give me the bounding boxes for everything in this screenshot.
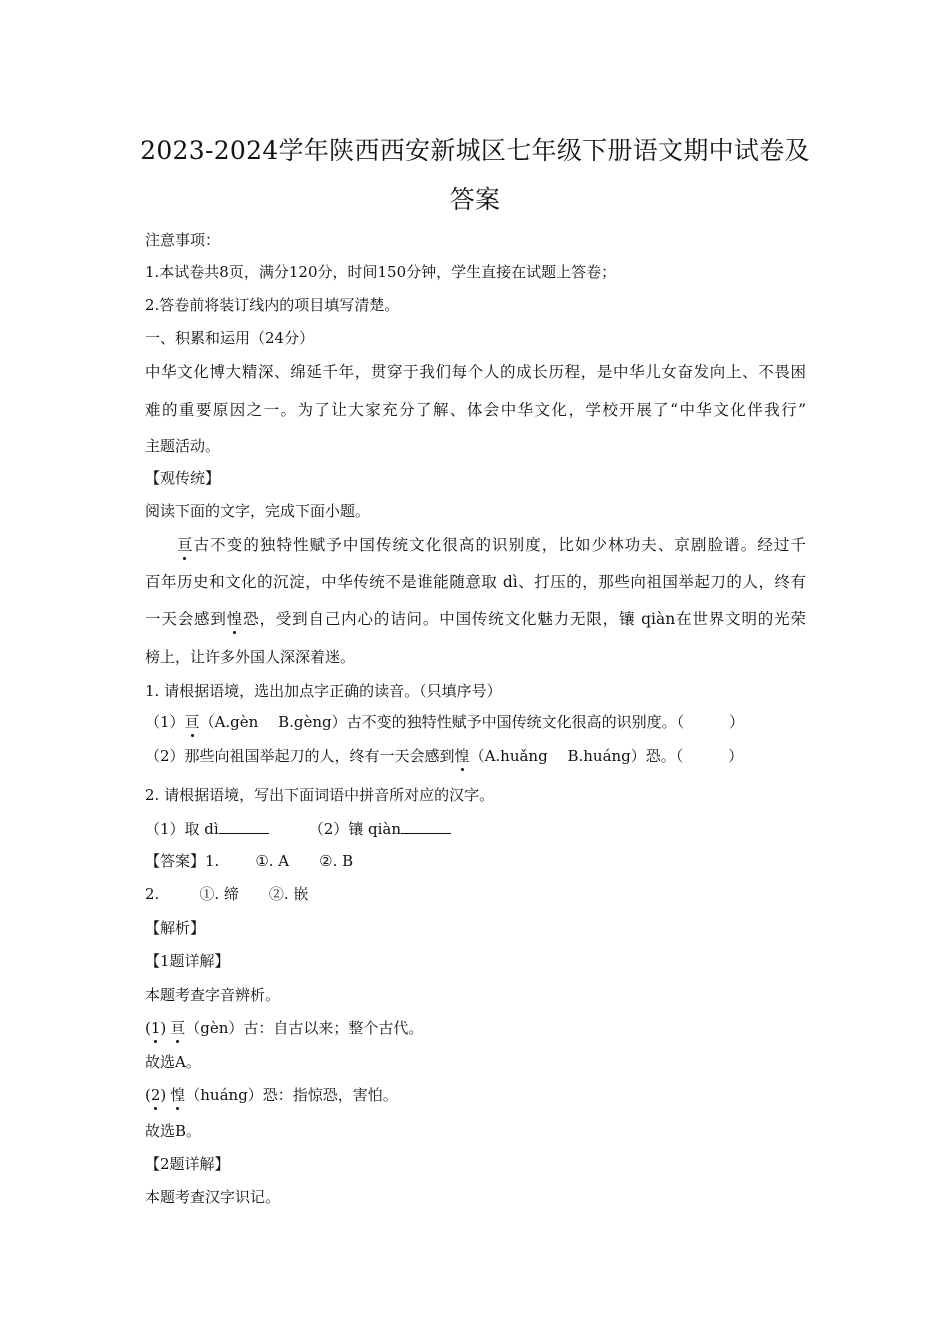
passage-line-1: 亘古不变的独特性赋予中国传统文化很高的识别度，比如少林功夫、京剧脸谱。经过千 [177, 536, 806, 554]
answer-row-1: 【答案】1. ①. A ②. B [145, 852, 354, 870]
section-intro-line-1: 中华文化博大精深、绵延千年，贯穿于我们每个人的成长历程，是中华儿女奋发向上、不畏困 [145, 363, 806, 381]
reading-instruction: 阅读下面的文字，完成下面小题。 [145, 502, 371, 520]
detail-2-choice: 故选B。 [145, 1122, 202, 1140]
passage-line-3: 一天会感到惶恐，受到自己内心的诘问。中国传统文化魅力无限，镶 qiàn在世界文明的光荣 [145, 610, 806, 628]
detail-1-explanation: (1) 亘（gèn）古：自古以来；整个古代。 [145, 1019, 424, 1037]
question-1-part-1: （1）亘（A.gèn B.gèng）古不变的独特性赋予中国传统文化很高的识别度。（ ） [145, 713, 745, 731]
notice-item-1: 1.本试卷共8页，满分120分，时间150分钟，学生直接在试题上答卷； [145, 263, 617, 281]
analysis-heading: 【解析】 [145, 919, 206, 937]
notice-heading: 注意事项： [145, 231, 221, 249]
detail-1-choice: 故选A。 [145, 1053, 201, 1071]
detail-2-explanation: (2) 惶（huáng）恐：指惊恐，害怕。 [145, 1086, 398, 1104]
question-1-stem: 1. 请根据语境，选出加点字正确的读音。（只填序号） [145, 682, 502, 700]
emphasis-char: 惶 [454, 747, 470, 765]
question-2-parts: （1）取 dì （2）镶 qiàn [145, 818, 451, 839]
passage-line-2: 百年历史和文化的沉淀，中华传统不是谁能随意取 dì、打压的，那些向祖国举起刀的人，终有 [145, 573, 806, 591]
document-title-line2: 答案 [449, 185, 501, 214]
section-tag: 【观传统】 [145, 469, 221, 487]
emphasis-char: 亘 [170, 1019, 186, 1037]
document-title-line1: 2023-2024学年陕西西安新城区七年级下册语文期中试卷及 [140, 136, 810, 165]
section-intro-line-2: 难的重要原因之一。为了让大家充分了解、体会中华文化，学校开展了“中华文化伴我行” [145, 401, 806, 419]
detail-2-heading: 【2题详解】 [145, 1155, 230, 1173]
section-intro-line-3: 主题活动。 [145, 437, 221, 455]
question-1-part-2: （2）那些向祖国举起刀的人，终有一天会感到惶（A.huǎng B.huáng）恐。（ ） [145, 747, 744, 765]
detail-1-heading: 【1题详解】 [145, 952, 230, 970]
emphasis-char: 惶 [226, 610, 243, 628]
section-heading: 一、积累和运用（24分） [145, 329, 315, 347]
passage-line-4: 榜上，让许多外国人深深着迷。 [145, 648, 356, 666]
detail-2-topic: 本题考查汉字识记。 [145, 1188, 281, 1206]
notice-item-2: 2.答卷前将装订线内的项目填写清楚。 [145, 296, 400, 314]
answer-blank-2 [401, 818, 451, 834]
answer-row-2: 2. ①. 缔 ②. 嵌 [145, 885, 309, 903]
emphasis-char: 惶 [170, 1086, 186, 1104]
emphasis-char: 亘 [177, 536, 193, 554]
answer-blank-1 [219, 818, 269, 834]
emphasis-char: 亘 [184, 713, 200, 731]
detail-1-topic: 本题考查字音辨析。 [145, 986, 281, 1004]
question-2-stem: 2. 请根据语境，写出下面词语中拼音所对应的汉字。 [145, 786, 495, 804]
